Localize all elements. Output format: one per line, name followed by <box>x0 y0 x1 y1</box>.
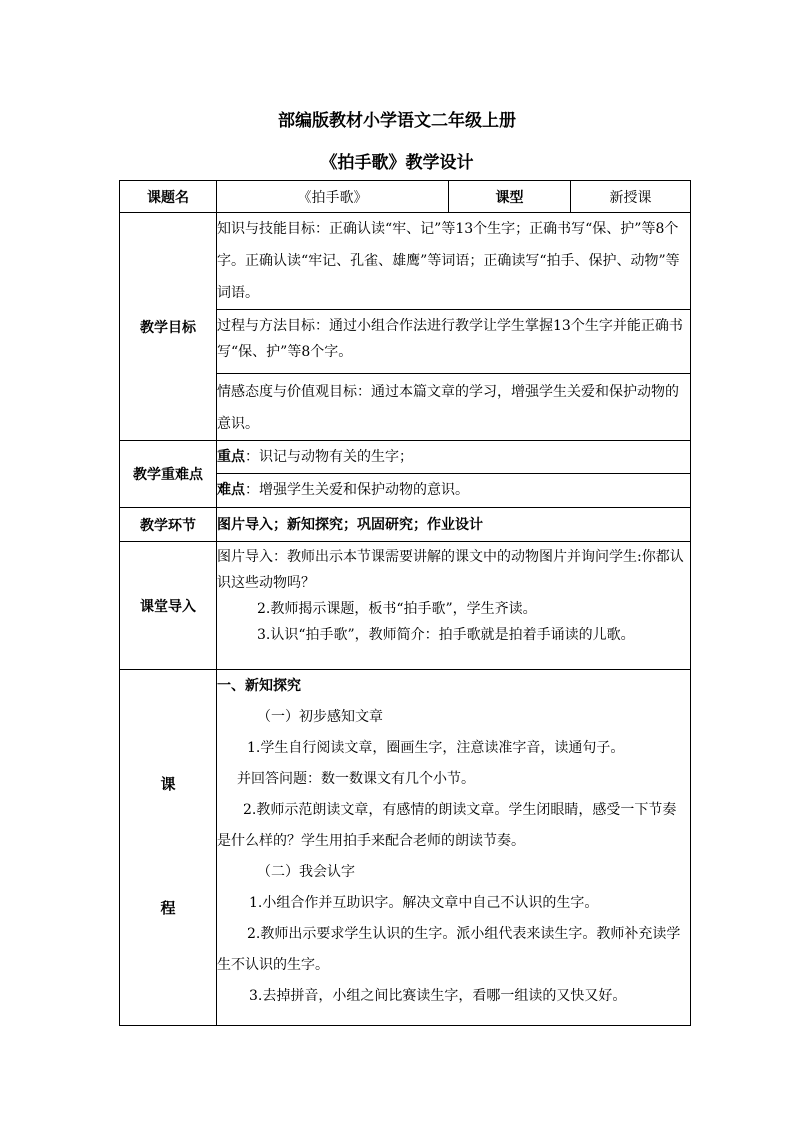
objective-knowledge <box>217 213 691 310</box>
key-point-label: 重点 <box>217 449 245 465</box>
stages-text: 图片导入；新知探究；巩固研究；作业设计 <box>217 516 483 533</box>
label-process <box>120 670 217 1026</box>
hard-point-text: ：增强学生关爱和保护动物的意识。 <box>245 482 469 498</box>
process-sub2: （二）我会认字 <box>257 864 355 880</box>
process-sub1: （一）初步感知文章 <box>257 709 383 725</box>
objective-knowledge-text: 知识与技能目标：正确认读“牢、记”等13个生字；正确书写“保、护”等8个字。正确认读“牢记、孔雀、雄鹰”等词语；正确读写“拍手、保护、动物”等词语。 <box>217 221 680 301</box>
lesson-plan-table <box>119 180 691 1026</box>
objective-process-text: 过程与方法目标：通过小组合作法进行教学让学生掌握13个生字并能正确书写“保、护”等8个字。 <box>217 318 683 360</box>
label-process-bottom: 程 <box>160 899 176 917</box>
topic-row <box>120 181 691 213</box>
intro-cell <box>217 542 691 670</box>
process-s2-p1: 1.小组合作并互助识字。解决文章中自己不认识的生字。 <box>249 895 599 911</box>
objective-process <box>217 310 691 374</box>
process-s1-p2: 并回答问题：数一数课文有几个小节。 <box>237 771 475 787</box>
intro-p1: 图片导入：教师出示本节课需要讲解的课文中的动物图片并询问学生:你都认识这些动物吗？ <box>217 549 684 591</box>
intro-p3: 3.认识“拍手歌”，教师简介：拍手歌就是拍着手诵读的儿歌。 <box>257 627 635 643</box>
document-subtitle: 《拍手歌》教学设计 <box>320 153 474 173</box>
topic-value: 《拍手歌》 <box>217 181 449 213</box>
objective-emotion-text: 情感态度与价值观目标：通过本篇文章的学习，增强学生关爱和保护动物的意识。 <box>217 384 679 432</box>
label-stages: 教学环节 <box>120 508 217 542</box>
label-type: 课型 <box>449 181 571 213</box>
document-title: 部编版教材小学语文二年级上册 <box>278 111 516 131</box>
process-heading: 一、新知探究 <box>217 678 301 694</box>
hard-point <box>217 474 691 508</box>
label-intro: 课堂导入 <box>120 542 217 670</box>
label-topic: 课题名 <box>120 181 217 213</box>
process-s2-p3: 3.去掉拼音，小组之间比赛读生字，看哪一组读的又快又好。 <box>249 988 627 1004</box>
intro-p2: 2.教师揭示课题，板书“拍手歌”，学生齐读。 <box>257 601 537 617</box>
key-point-text: ：识记与动物有关的生字； <box>245 449 413 465</box>
process-s1-p1: 1.学生自行阅读文章，圈画生字，注意读准字音，读通句子。 <box>247 740 625 756</box>
label-key-points: 教学重难点 <box>120 441 217 508</box>
type-value: 新授课 <box>571 181 691 213</box>
stages-cell <box>217 508 691 542</box>
process-s1-p3: 2.教师示范朗读文章，有感情的朗读文章。学生闭眼睛，感受一下节奏是什么样的？学生用拍手来配合老师的朗读节奏。 <box>217 802 677 849</box>
hard-point-label: 难点 <box>217 482 245 498</box>
process-s2-p2: 2.教师出示要求学生认识的生字。派小组代表来读生字。教师补充读学生不认识的生字。 <box>217 926 681 973</box>
objective-emotion <box>217 374 691 441</box>
key-point <box>217 441 691 474</box>
label-objectives: 教学目标 <box>120 213 217 441</box>
process-cell <box>217 670 691 1026</box>
label-process-top: 课 <box>160 775 176 793</box>
